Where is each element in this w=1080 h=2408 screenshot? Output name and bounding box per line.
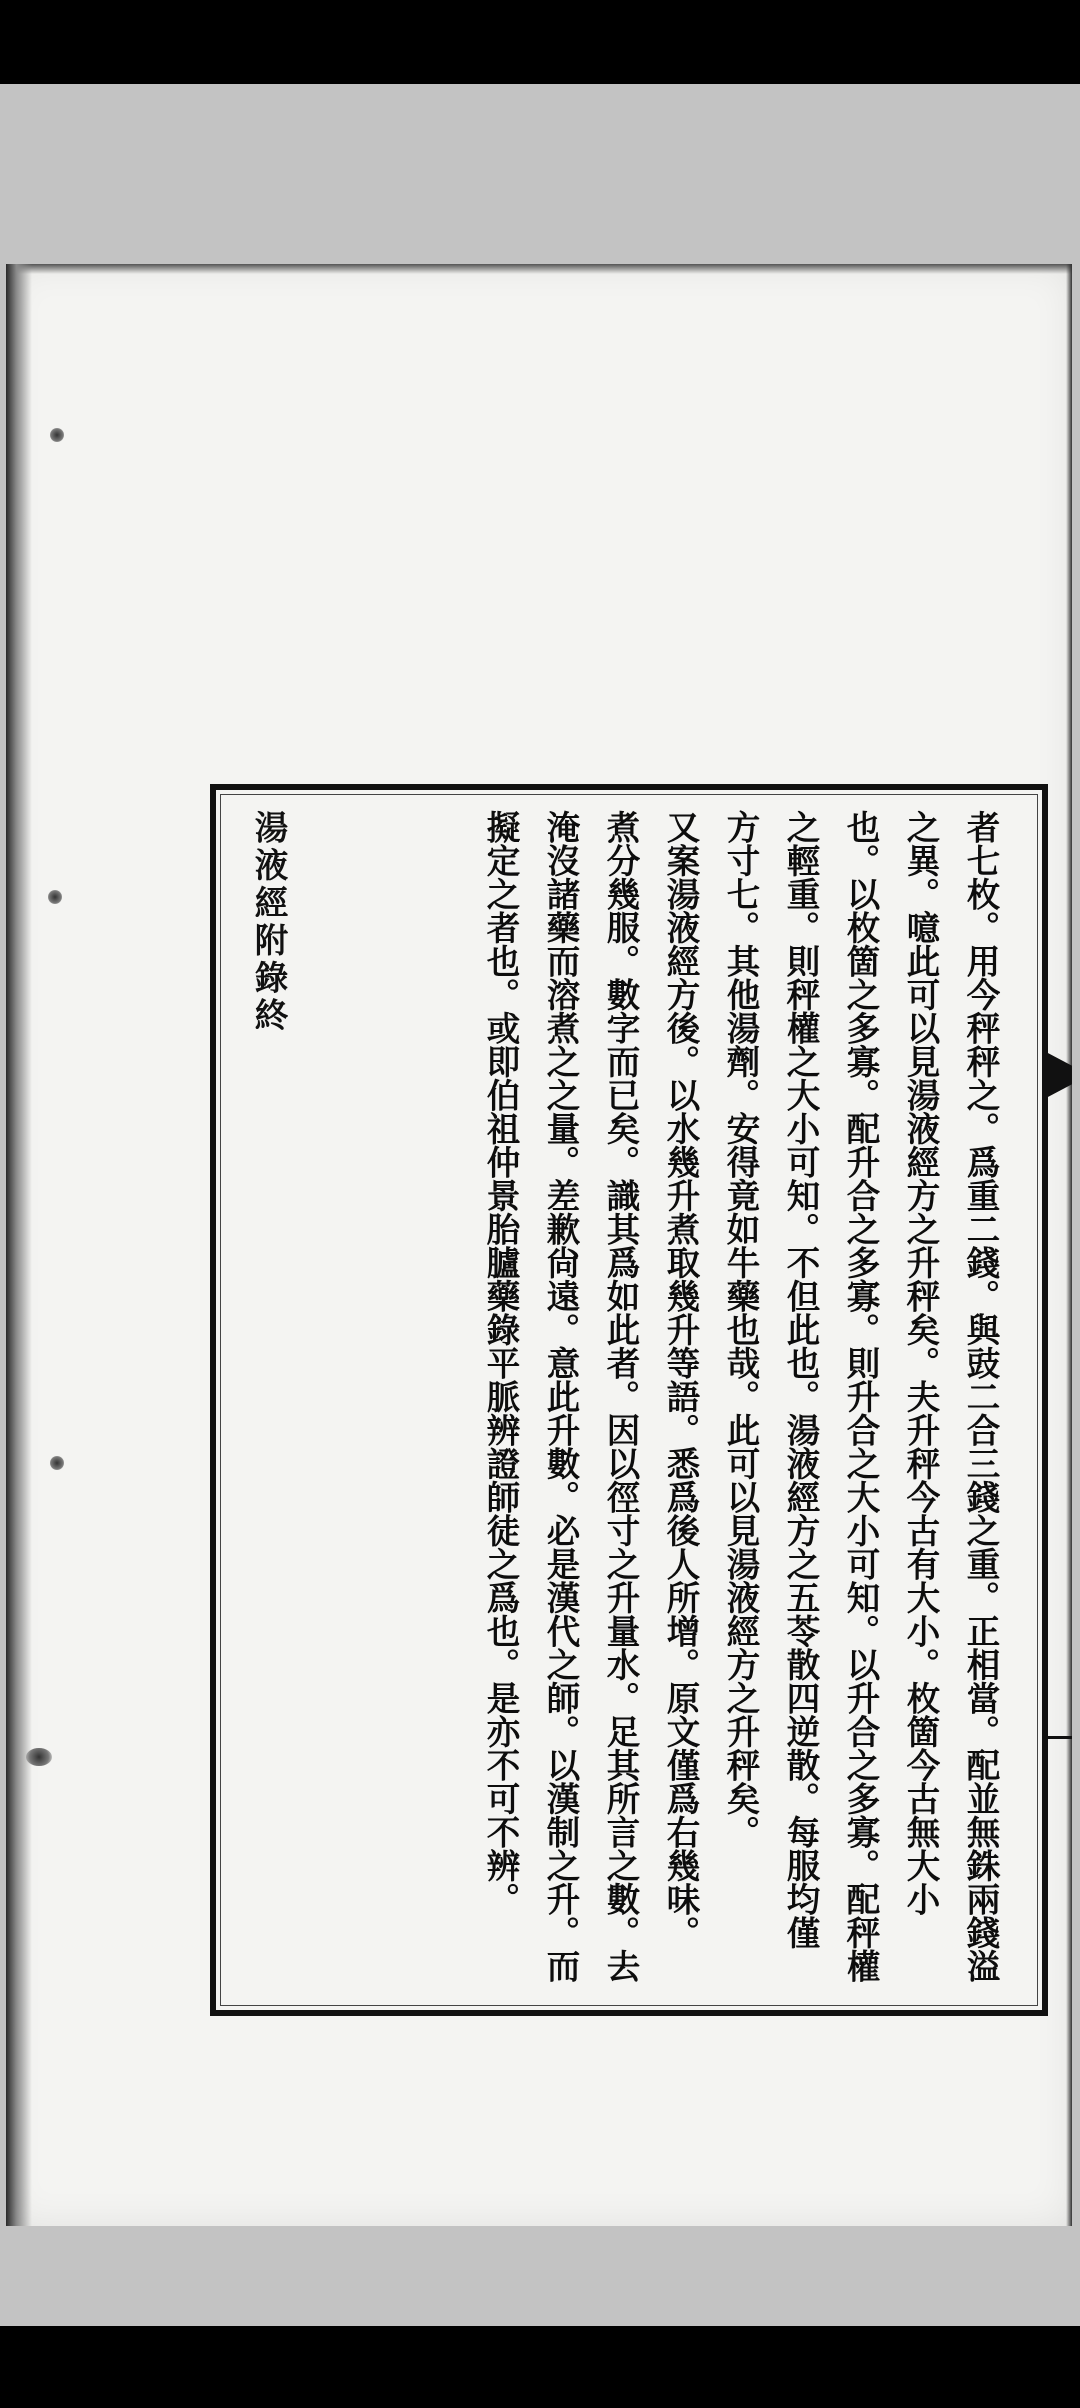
text-frame bbox=[210, 784, 1048, 2016]
binding-hole bbox=[48, 890, 62, 904]
text-column-3: 也。以枚箇之多寡。配升合之多寡。則升合之大小可知。以升合之多寡。配秤權 bbox=[841, 810, 880, 1983]
text-column-1: 者七枚。用今秤秤之。爲重二錢。與豉二合三錢之重。正相當。配並無銖兩錢溢 bbox=[961, 810, 1000, 1983]
text-column-7: 煮分幾服。數字而已矣。識其爲如此者。因以徑寸之升量水。足其所言之數。去 bbox=[601, 810, 640, 1983]
binding-hole bbox=[26, 1748, 52, 1766]
binding-hole bbox=[50, 1456, 64, 1470]
page-binding-edge bbox=[6, 264, 32, 2226]
bottom-navigation-bar bbox=[0, 2326, 1080, 2408]
scanned-book-page bbox=[6, 264, 1072, 2226]
text-column-6: 又案湯液經方後。以水幾升煮取幾升等語。悉爲後人所增。原文僅爲右幾味。 bbox=[661, 810, 700, 1949]
text-column-9: 擬定之者也。或即伯祖仲景胎臚藥錄平脈辨證師徒之爲也。是亦不可不辨。 bbox=[481, 810, 520, 1916]
page-line-marker bbox=[1046, 1736, 1072, 1739]
top-status-bar bbox=[0, 0, 1080, 84]
binding-hole bbox=[50, 428, 64, 442]
text-columns bbox=[216, 790, 1042, 2010]
text-column-2: 之異。噫此可以見湯液經方之升秤矣。夫升秤今古有大小。枚箇今古無大小 bbox=[901, 810, 940, 1916]
text-column-5: 方寸七。其他湯劑。安得竟如牛藥也哉。此可以見湯液經方之升秤矣。 bbox=[721, 810, 760, 1849]
section-end-title: 湯液經附錄終 bbox=[249, 810, 288, 1035]
text-column-8: 淹沒諸藥而溶煮之之量。差歉尙遠。意此升數。必是漢代之師。以漢制之升。而 bbox=[541, 810, 580, 1983]
text-column-4: 之輕重。則秤權之大小可知。不但此也。湯液經方之五苓散四逆散。每服均僅 bbox=[781, 810, 820, 1949]
